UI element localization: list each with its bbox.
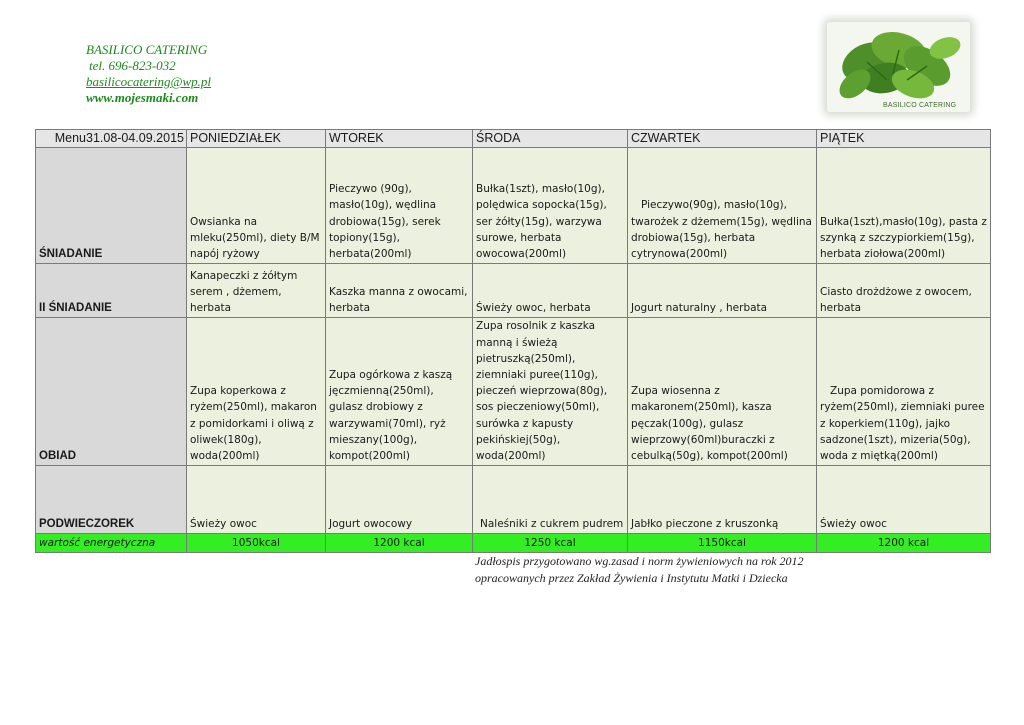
- energy-value: 1250 kcal: [473, 534, 628, 553]
- menu-cell: Jabłko pieczone z kruszonką: [628, 466, 817, 534]
- footnote: [475, 553, 804, 587]
- menu-cell: Bułka(1szt), masło(10g), polędwica sopocka(15g), ser żółty(15g), warzywa surowe, herbata owocowa(200ml): [473, 148, 628, 264]
- menu-cell: Owsianka na mleku(250ml), diety B/M napój ryżowy: [187, 148, 326, 264]
- menu-cell: Pieczywo(90g), masło(10g), twarożek z dżemem(15g), wędlina drobiowa(15g), herbata cytrynowa(200ml): [628, 148, 817, 264]
- company-info: [86, 42, 211, 106]
- basil-logo: [827, 22, 970, 112]
- table-row-lunch: [36, 318, 991, 466]
- menu-cell: Bułka(1szt),masło(10g), pasta z szynką z szczypiorkiem(15g), herbata ziołowa(200ml): [817, 148, 991, 264]
- menu-cell: Pieczywo (90g), masło(10g), wędlina drobiowa(15g), serek topiony(15g), herbata(200ml): [326, 148, 473, 264]
- menu-cell: Ciasto drożdżowe z owocem, herbata: [817, 264, 991, 318]
- day-header-monday: PONIEDZIAŁEK: [187, 130, 326, 148]
- table-row-second-breakfast: [36, 264, 991, 318]
- energy-value: 1200 kcal: [817, 534, 991, 553]
- menu-cell: Naleśniki z cukrem pudrem: [473, 466, 628, 534]
- logo-caption: BASILICO CATERING: [883, 102, 957, 109]
- energy-value: 1150kcal: [628, 534, 817, 553]
- company-website-link[interactable]: www.mojesmaki.com: [86, 90, 199, 105]
- energy-value: 1050kcal: [187, 534, 326, 553]
- meal-label: ŚNIADANIE: [36, 148, 187, 264]
- meal-label: OBIAD: [36, 318, 187, 466]
- company-name: BASILICO CATERING: [86, 42, 208, 57]
- menu-cell: Zupa rosolnik z kaszka manną i świeżą pietruszką(250ml), ziemniaki puree(110g), pieczeń wieprzowa(80g), sos pieczeniowy(50ml), surówka z kapusty pekińskiej(50g), woda(200ml): [473, 318, 628, 466]
- basil-leaves-icon: [827, 22, 970, 112]
- menu-cell: Świeży owoc, herbata: [473, 264, 628, 318]
- menu-cell: Świeży owoc: [187, 466, 326, 534]
- menu-cell: Kanapeczki z żółtym serem , dżemem, herbata: [187, 264, 326, 318]
- table-row-energy: [36, 534, 991, 553]
- menu-period: Menu31.08-04.09.2015: [36, 130, 187, 148]
- day-header-tuesday: WTOREK: [326, 130, 473, 148]
- footnote-line: Jadłospis przygotowano wg.zasad i norm żywieniowych na rok 2012: [475, 554, 804, 568]
- table-row-breakfast: [36, 148, 991, 264]
- company-email-link[interactable]: basilicocatering@wp.pl: [86, 74, 211, 89]
- footnote-line: opracowanych przez Zakład Żywienia i Instytutu Matki i Dziecka: [475, 571, 788, 585]
- day-header-thursday: CZWARTEK: [628, 130, 817, 148]
- table-row-afternoon-snack: [36, 466, 991, 534]
- energy-value: 1200 kcal: [326, 534, 473, 553]
- menu-cell: Zupa pomidorowa z ryżem(250ml), ziemniaki puree z koperkiem(110g), jajko sadzone(1szt), mizeria(50g), woda z miętką(200ml): [817, 318, 991, 466]
- day-header-wednesday: ŚRODA: [473, 130, 628, 148]
- day-header-friday: PIĄTEK: [817, 130, 991, 148]
- meal-label: II ŚNIADANIE: [36, 264, 187, 318]
- menu-cell: Zupa wiosenna z makaronem(250ml), kasza pęczak(100g), gulasz wieprzowy(60ml)buraczki z cebulką(50g), kompot(200ml): [628, 318, 817, 466]
- menu-cell: Jogurt owocowy: [326, 466, 473, 534]
- table-header-row: [36, 130, 991, 148]
- weekly-menu-table: [35, 129, 991, 553]
- menu-cell: Jogurt naturalny , herbata: [628, 264, 817, 318]
- menu-cell: Świeży owoc: [817, 466, 991, 534]
- energy-label: wartość energetyczna: [36, 534, 187, 553]
- menu-cell: Zupa koperkowa z ryżem(250ml), makaron z pomidorkami i oliwą z oliwek(180g), woda(200ml): [187, 318, 326, 466]
- menu-cell: Zupa ogórkowa z kaszą jęczmienną(250ml), gulasz drobiowy z warzywami(70ml), ryż mieszany(100g), kompot(200ml): [326, 318, 473, 466]
- menu-cell: Kaszka manna z owocami, herbata: [326, 264, 473, 318]
- company-phone: tel. 696-823-032: [89, 58, 176, 73]
- meal-label: PODWIECZOREK: [36, 466, 187, 534]
